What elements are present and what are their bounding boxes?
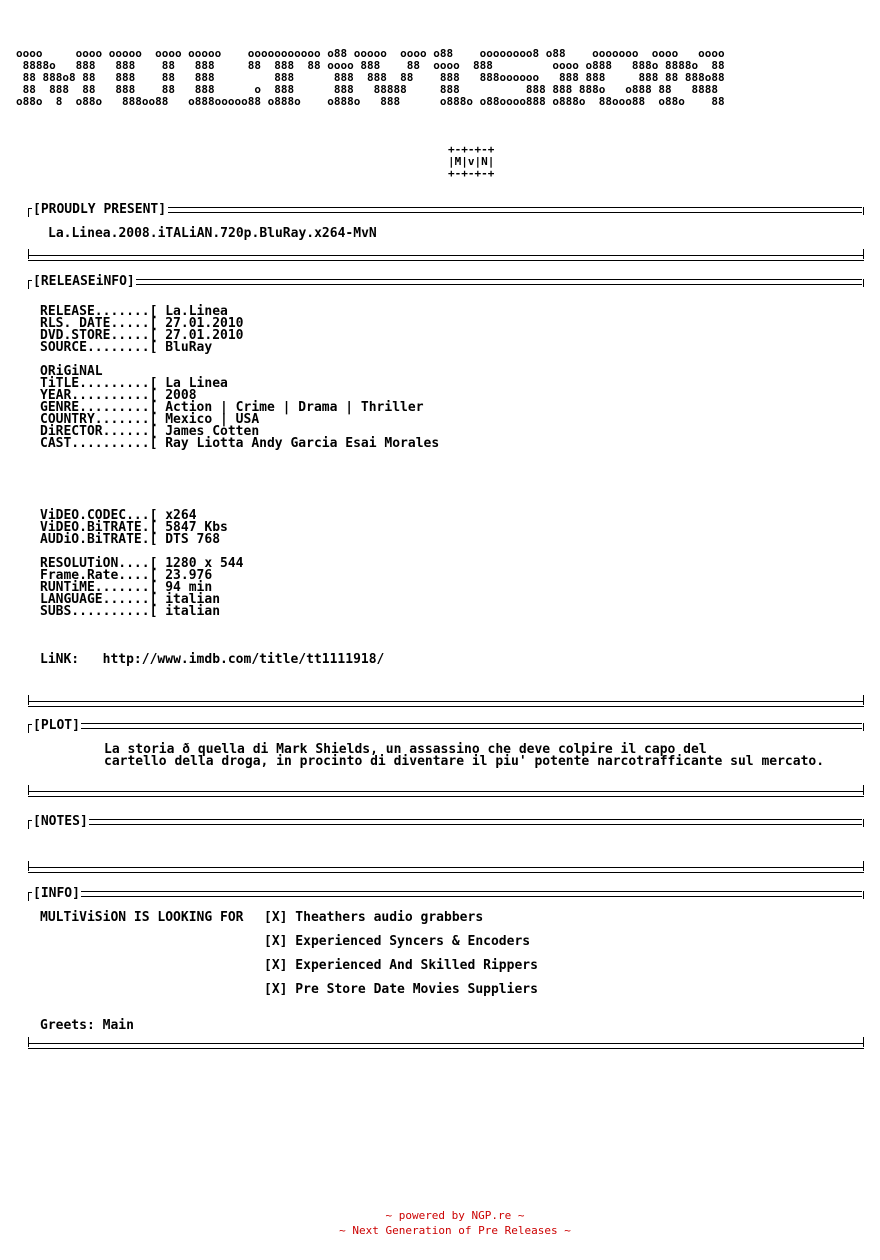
info-row-label: GENRE.........[ xyxy=(40,400,158,415)
info-row-value: 94 min xyxy=(165,580,213,595)
info-row-value: x264 xyxy=(165,508,197,523)
info-row-label: RUNTiME.......[ xyxy=(40,580,158,595)
section-title: [NOTES] xyxy=(33,814,88,829)
info-row-value: DTS 768 xyxy=(165,532,221,547)
section-header xyxy=(8,816,872,828)
imdb-link[interactable]: http://www.imdb.com/title/tt1111918/ xyxy=(102,652,385,667)
info-row-label: ViDEO.BiTRATE.[ xyxy=(40,520,158,535)
group-logo-ascii: oooo oooo ooooo oooo ooooo ooooooooooo o88 ooooo oooo o88 oooooooo8 o88 ooooooo oooo oooo 8888o 888 888 88 888 88 888 88 oooo 888 88 oooo 888 oooo o888 888o 8888o 88 88 888o8 88 888 88 888 888 888 888 88 888 888oooooo 888 888 888 88 888o88 88 888 88 888 88 888 o 888 888 88888 888 888 888 888o o888 88 8888 o88o 8 o88o 888oo88 o888ooooo88 o888o o888o 888 o888o o88oooo888 o888o 88ooo88 o88o 88 xyxy=(16,47,725,108)
recruit-item: [X] Theathers audio grabbers xyxy=(264,910,484,925)
info-row-value: italian xyxy=(165,592,221,607)
section-title: [INFO] xyxy=(33,886,80,901)
section-header xyxy=(8,888,872,900)
info-row-label: RELEASE.......[ xyxy=(40,304,158,319)
section-releaseinfo xyxy=(8,276,872,710)
info-row xyxy=(8,606,872,618)
info-row-label: TiTLE.........[ xyxy=(40,376,158,391)
recruit-item: [X] Experienced And Skilled Rippers xyxy=(264,958,538,973)
info-row-value: 5847 Kbs xyxy=(165,520,228,535)
info-row-label: SUBS..........[ xyxy=(40,604,158,619)
info-row xyxy=(8,534,872,546)
original-label: ORiGiNAL xyxy=(40,364,103,379)
info-row-value: 2008 xyxy=(165,388,197,403)
recruit-list xyxy=(8,912,872,996)
tagline: ~ Next Generation of Pre Releases ~ xyxy=(339,1224,571,1237)
info-row-value: 27.01.2010 xyxy=(165,328,244,343)
info-row-label: ViDEO.CODEC...[ xyxy=(40,508,158,523)
info-row-label: RESOLUTiON....[ xyxy=(40,556,158,571)
info-row-label: RLS. DATE.....[ xyxy=(40,316,158,331)
info-row-label: COUNTRY.......[ xyxy=(40,412,158,427)
info-row-label: Frame.Rate....[ xyxy=(40,568,158,583)
info-row-value: Ray Liotta Andy Garcia Esai Morales xyxy=(165,436,440,451)
info-row-label: CAST..........[ xyxy=(40,436,158,451)
info-row-value: BluRay xyxy=(165,340,213,355)
info-row-label: DiRECTOR......[ xyxy=(40,424,158,439)
section-header xyxy=(8,276,872,288)
info-row-value: Mexico | USA xyxy=(165,412,260,427)
section-plot xyxy=(8,720,872,800)
section-header xyxy=(8,720,872,732)
info-row-value: 1280 x 544 xyxy=(165,556,244,571)
info-row-label: SOURCE........[ xyxy=(40,340,158,355)
recruit-item: [X] Experienced Syncers & Encoders xyxy=(264,934,531,949)
section-title: [RELEASEiNFO] xyxy=(33,274,135,289)
section-title: [PROUDLY PRESENT] xyxy=(33,202,167,217)
info-row-label: AUDiO.BiTRATE.[ xyxy=(40,532,158,547)
section-header xyxy=(8,204,872,216)
recruit-item: [X] Pre Store Date Movies Suppliers xyxy=(264,982,538,997)
info-row-value: 27.01.2010 xyxy=(165,316,244,331)
plot-line: La storia ð quella di Mark Shields, un assassino che deve colpire il capo del xyxy=(104,742,707,757)
imdb-link-row xyxy=(8,654,872,666)
group-badge-ascii: +-+-+-+ |M|v|N| +-+-+-+ xyxy=(448,143,495,180)
section-present xyxy=(8,204,872,264)
movie-info-list xyxy=(8,378,872,450)
section-title: [PLOT] xyxy=(33,718,80,733)
format-info-list xyxy=(8,558,872,618)
info-row xyxy=(8,342,872,354)
info-row-value: James Cotten xyxy=(165,424,260,439)
info-row-value: Action | Crime | Drama | Thriller xyxy=(165,400,424,415)
section-info xyxy=(8,888,872,1052)
info-row-label: DVD.STORE.....[ xyxy=(40,328,158,343)
looking-for-label: MULTiViSiON IS LOOKING FOR xyxy=(40,910,244,925)
powered-by: ~ powered by NGP.re ~ xyxy=(385,1209,525,1222)
info-row-value: 23.976 xyxy=(165,568,213,583)
info-row-value: La Linea xyxy=(165,376,228,391)
greets: Greets: Main xyxy=(40,1018,134,1033)
link-label: LiNK: xyxy=(40,652,80,667)
info-row xyxy=(8,438,872,450)
info-row-label: YEAR..........[ xyxy=(40,388,158,403)
tech-info-list xyxy=(8,510,872,546)
section-notes xyxy=(8,816,872,876)
release-info-list xyxy=(8,306,872,354)
info-row-value: italian xyxy=(165,604,221,619)
plot-line: cartello della droga, in procinto di diventare il piu' potente narcotrafficante sul mercato. xyxy=(104,754,825,769)
info-row-label: LANGUAGE......[ xyxy=(40,592,158,607)
release-name: La.Linea.2008.iTALiAN.720p.BluRay.x264-MvN xyxy=(48,226,377,241)
info-row-value: La.Linea xyxy=(165,304,228,319)
